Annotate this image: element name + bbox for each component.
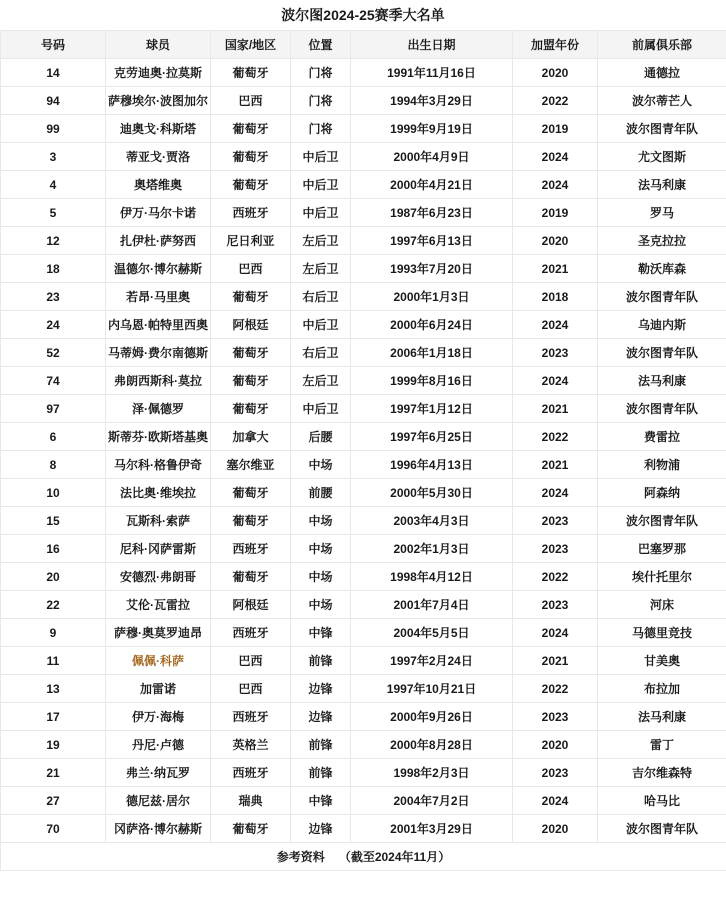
cell: 2000年6月24日 — [351, 311, 513, 339]
cell: 圣克拉拉 — [598, 227, 726, 255]
cell: 2003年4月3日 — [351, 507, 513, 535]
table-row — [1, 395, 726, 423]
cell: 6 — [1, 423, 106, 451]
table-row — [1, 339, 726, 367]
cell: 西班牙 — [211, 703, 291, 731]
cell: 右后卫 — [291, 339, 351, 367]
cell: 英格兰 — [211, 731, 291, 759]
player-name-cell: 扎伊杜·萨努西 — [106, 227, 211, 255]
cell: 前锋 — [291, 731, 351, 759]
table-body — [1, 59, 726, 843]
cell: 边锋 — [291, 675, 351, 703]
cell: 法马利康 — [598, 171, 726, 199]
cell: 2000年9月26日 — [351, 703, 513, 731]
player-name-cell: 若昂·马里奥 — [106, 283, 211, 311]
cell: 尼日利亚 — [211, 227, 291, 255]
cell: 前腰 — [291, 479, 351, 507]
cell: 葡萄牙 — [211, 171, 291, 199]
table-row — [1, 787, 726, 815]
cell: 哈马比 — [598, 787, 726, 815]
cell: 1996年4月13日 — [351, 451, 513, 479]
table-row — [1, 143, 726, 171]
player-name-cell: 蒂亚戈·贾洛 — [106, 143, 211, 171]
cell: 1997年10月21日 — [351, 675, 513, 703]
table-row — [1, 283, 726, 311]
cell: 葡萄牙 — [211, 563, 291, 591]
cell: 埃什托里尔 — [598, 563, 726, 591]
cell: 2020 — [513, 815, 598, 843]
page-title: 波尔图2024-25赛季大名单 — [281, 7, 445, 23]
player-name-cell: 奥塔维奥 — [106, 171, 211, 199]
player-name-cell: 马蒂姆·费尔南德斯 — [106, 339, 211, 367]
cell: 1997年2月24日 — [351, 647, 513, 675]
cell: 2001年3月29日 — [351, 815, 513, 843]
cell: 左后卫 — [291, 367, 351, 395]
cell: 尤文图斯 — [598, 143, 726, 171]
cell: 2024 — [513, 311, 598, 339]
table-row — [1, 815, 726, 843]
table-row — [1, 591, 726, 619]
cell: 葡萄牙 — [211, 339, 291, 367]
cell: 阿根廷 — [211, 591, 291, 619]
cell: 2024 — [513, 143, 598, 171]
cell: 2000年8月28日 — [351, 731, 513, 759]
cell: 16 — [1, 535, 106, 563]
cell: 8 — [1, 451, 106, 479]
cell: 中后卫 — [291, 311, 351, 339]
cell: 中场 — [291, 451, 351, 479]
cell: 阿森纳 — [598, 479, 726, 507]
cell: 吉尔维森特 — [598, 759, 726, 787]
table-row — [1, 423, 726, 451]
as-of-note: （截至2024年11月） — [338, 850, 451, 864]
cell: 27 — [1, 787, 106, 815]
cell: 1991年11月16日 — [351, 59, 513, 87]
player-name-cell: 佩佩·科萨 — [106, 647, 211, 675]
cell: 5 — [1, 199, 106, 227]
player-name-cell: 克劳迪奥·拉莫斯 — [106, 59, 211, 87]
player-name-cell: 尼科·冈萨雷斯 — [106, 535, 211, 563]
cell: 雷丁 — [598, 731, 726, 759]
player-name-cell: 艾伦·瓦雷拉 — [106, 591, 211, 619]
cell: 巴塞罗那 — [598, 535, 726, 563]
cell: 2023 — [513, 703, 598, 731]
player-name-cell: 瓦斯科·索萨 — [106, 507, 211, 535]
cell: 9 — [1, 619, 106, 647]
cell: 1997年6月25日 — [351, 423, 513, 451]
table-row — [1, 507, 726, 535]
cell: 97 — [1, 395, 106, 423]
table-row — [1, 759, 726, 787]
cell: 布拉加 — [598, 675, 726, 703]
cell: 西班牙 — [211, 535, 291, 563]
table-row — [1, 479, 726, 507]
cell: 10 — [1, 479, 106, 507]
cell: 2020 — [513, 227, 598, 255]
cell: 中场 — [291, 535, 351, 563]
cell: 12 — [1, 227, 106, 255]
cell: 葡萄牙 — [211, 367, 291, 395]
cell: 2019 — [513, 115, 598, 143]
cell: 波尔图青年队 — [598, 815, 726, 843]
player-name-cell: 法比奥·维埃拉 — [106, 479, 211, 507]
cell: 2024 — [513, 619, 598, 647]
cell: 通德拉 — [598, 59, 726, 87]
cell: 波尔图青年队 — [598, 339, 726, 367]
cell: 门将 — [291, 59, 351, 87]
cell: 巴西 — [211, 647, 291, 675]
cell: 2021 — [513, 647, 598, 675]
column-header: 加盟年份 — [513, 31, 598, 59]
cell: 22 — [1, 591, 106, 619]
cell: 2023 — [513, 759, 598, 787]
cell: 费雷拉 — [598, 423, 726, 451]
table-row — [1, 255, 726, 283]
cell: 葡萄牙 — [211, 59, 291, 87]
table-row — [1, 703, 726, 731]
cell: 西班牙 — [211, 199, 291, 227]
cell: 2001年7月4日 — [351, 591, 513, 619]
cell: 中锋 — [291, 619, 351, 647]
cell: 1993年7月20日 — [351, 255, 513, 283]
footer-row — [1, 843, 726, 871]
cell: 左后卫 — [291, 255, 351, 283]
cell: 罗马 — [598, 199, 726, 227]
cell: 2000年1月3日 — [351, 283, 513, 311]
cell: 巴西 — [211, 87, 291, 115]
cell: 葡萄牙 — [211, 395, 291, 423]
cell: 葡萄牙 — [211, 115, 291, 143]
player-name-cell: 马尔科·格鲁伊奇 — [106, 451, 211, 479]
table-row — [1, 115, 726, 143]
table-row — [1, 563, 726, 591]
column-header: 前属俱乐部 — [598, 31, 726, 59]
player-name-cell: 德尼兹·居尔 — [106, 787, 211, 815]
squad-table — [0, 30, 726, 871]
table-row — [1, 199, 726, 227]
cell: 2021 — [513, 395, 598, 423]
cell: 甘美奥 — [598, 647, 726, 675]
cell: 2022 — [513, 87, 598, 115]
cell: 1987年6月23日 — [351, 199, 513, 227]
cell: 2000年4月9日 — [351, 143, 513, 171]
cell: 葡萄牙 — [211, 283, 291, 311]
cell: 2022 — [513, 423, 598, 451]
cell: 巴西 — [211, 255, 291, 283]
cell: 左后卫 — [291, 227, 351, 255]
cell: 99 — [1, 115, 106, 143]
cell: 中后卫 — [291, 199, 351, 227]
table-row — [1, 227, 726, 255]
player-name-cell: 加雷诺 — [106, 675, 211, 703]
cell: 勒沃库森 — [598, 255, 726, 283]
column-header: 位置 — [291, 31, 351, 59]
cell: 右后卫 — [291, 283, 351, 311]
cell: 4 — [1, 171, 106, 199]
cell: 中场 — [291, 591, 351, 619]
cell: 2022 — [513, 675, 598, 703]
cell: 2024 — [513, 787, 598, 815]
player-name-cell: 温德尔·博尔赫斯 — [106, 255, 211, 283]
cell: 1997年6月13日 — [351, 227, 513, 255]
player-name-cell: 泽·佩德罗 — [106, 395, 211, 423]
player-name-cell: 内乌恩·帕特里西奥 — [106, 311, 211, 339]
cell: 1998年2月3日 — [351, 759, 513, 787]
cell: 2004年7月2日 — [351, 787, 513, 815]
cell: 2020 — [513, 59, 598, 87]
cell: 2021 — [513, 255, 598, 283]
cell: 中后卫 — [291, 395, 351, 423]
player-name-cell: 迪奥戈·科斯塔 — [106, 115, 211, 143]
cell: 2024 — [513, 171, 598, 199]
cell: 2004年5月5日 — [351, 619, 513, 647]
cell: 2020 — [513, 731, 598, 759]
cell: 2000年5月30日 — [351, 479, 513, 507]
cell: 1998年4月12日 — [351, 563, 513, 591]
table-row — [1, 535, 726, 563]
cell: 2006年1月18日 — [351, 339, 513, 367]
cell: 门将 — [291, 87, 351, 115]
column-header: 出生日期 — [351, 31, 513, 59]
cell: 波尔图青年队 — [598, 283, 726, 311]
table-row — [1, 675, 726, 703]
cell: 葡萄牙 — [211, 507, 291, 535]
table-row — [1, 87, 726, 115]
cell: 13 — [1, 675, 106, 703]
cell: 2000年4月21日 — [351, 171, 513, 199]
player-name-cell: 弗朗西斯科·莫拉 — [106, 367, 211, 395]
cell: 法马利康 — [598, 367, 726, 395]
cell: 1997年1月12日 — [351, 395, 513, 423]
cell: 1999年9月19日 — [351, 115, 513, 143]
cell: 1999年8月16日 — [351, 367, 513, 395]
cell: 前锋 — [291, 759, 351, 787]
cell: 葡萄牙 — [211, 815, 291, 843]
cell: 西班牙 — [211, 759, 291, 787]
cell: 94 — [1, 87, 106, 115]
player-name-cell: 冈萨洛·博尔赫斯 — [106, 815, 211, 843]
cell: 波尔图青年队 — [598, 395, 726, 423]
cell: 边锋 — [291, 815, 351, 843]
table-row — [1, 647, 726, 675]
cell: 阿根廷 — [211, 311, 291, 339]
cell: 3 — [1, 143, 106, 171]
cell: 门将 — [291, 115, 351, 143]
cell: 中后卫 — [291, 171, 351, 199]
cell: 19 — [1, 731, 106, 759]
table-row — [1, 731, 726, 759]
cell: 18 — [1, 255, 106, 283]
player-name-cell: 安德烈·弗朗哥 — [106, 563, 211, 591]
player-name-cell: 弗兰·纳瓦罗 — [106, 759, 211, 787]
table-row — [1, 451, 726, 479]
cell: 15 — [1, 507, 106, 535]
header-row — [1, 31, 726, 59]
cell: 2022 — [513, 563, 598, 591]
cell: 巴西 — [211, 675, 291, 703]
cell: 后腰 — [291, 423, 351, 451]
cell: 中场 — [291, 507, 351, 535]
cell: 2019 — [513, 199, 598, 227]
cell: 葡萄牙 — [211, 479, 291, 507]
cell: 瑞典 — [211, 787, 291, 815]
player-name-cell: 伊万·海梅 — [106, 703, 211, 731]
references-cell — [1, 843, 726, 871]
player-name-cell: 斯蒂芬·欧斯塔基奥 — [106, 423, 211, 451]
cell: 2024 — [513, 479, 598, 507]
cell: 利物浦 — [598, 451, 726, 479]
cell: 74 — [1, 367, 106, 395]
cell: 西班牙 — [211, 619, 291, 647]
player-name-cell: 伊万·马尔卡诺 — [106, 199, 211, 227]
player-name-cell: 丹尼·卢德 — [106, 731, 211, 759]
column-header: 球员 — [106, 31, 211, 59]
cell: 马德里竞技 — [598, 619, 726, 647]
cell: 葡萄牙 — [211, 143, 291, 171]
table-row — [1, 311, 726, 339]
cell: 11 — [1, 647, 106, 675]
table-row — [1, 367, 726, 395]
column-header: 号码 — [1, 31, 106, 59]
cell: 法马利康 — [598, 703, 726, 731]
cell: 17 — [1, 703, 106, 731]
cell: 2023 — [513, 591, 598, 619]
player-name-cell: 萨穆埃尔·波图加尔 — [106, 87, 211, 115]
table-row — [1, 171, 726, 199]
cell: 波尔图青年队 — [598, 115, 726, 143]
cell: 2023 — [513, 535, 598, 563]
cell: 中锋 — [291, 787, 351, 815]
cell: 前锋 — [291, 647, 351, 675]
cell: 2023 — [513, 339, 598, 367]
cell: 20 — [1, 563, 106, 591]
cell: 中后卫 — [291, 143, 351, 171]
cell: 70 — [1, 815, 106, 843]
player-name-cell: 萨穆·奥莫罗迪昂 — [106, 619, 211, 647]
cell: 2024 — [513, 367, 598, 395]
cell: 2023 — [513, 507, 598, 535]
cell: 河床 — [598, 591, 726, 619]
cell: 波尔蒂芒人 — [598, 87, 726, 115]
cell: 2021 — [513, 451, 598, 479]
cell: 14 — [1, 59, 106, 87]
cell: 边锋 — [291, 703, 351, 731]
cell: 23 — [1, 283, 106, 311]
cell: 波尔图青年队 — [598, 507, 726, 535]
cell: 24 — [1, 311, 106, 339]
references-label: 参考资料 — [276, 850, 325, 864]
cell: 加拿大 — [211, 423, 291, 451]
cell: 1994年3月29日 — [351, 87, 513, 115]
table-row — [1, 619, 726, 647]
column-header: 国家/地区 — [211, 31, 291, 59]
table-row — [1, 59, 726, 87]
cell: 2002年1月3日 — [351, 535, 513, 563]
cell: 2018 — [513, 283, 598, 311]
cell: 乌迪内斯 — [598, 311, 726, 339]
cell: 塞尔维亚 — [211, 451, 291, 479]
cell: 52 — [1, 339, 106, 367]
cell: 21 — [1, 759, 106, 787]
cell: 中场 — [291, 563, 351, 591]
